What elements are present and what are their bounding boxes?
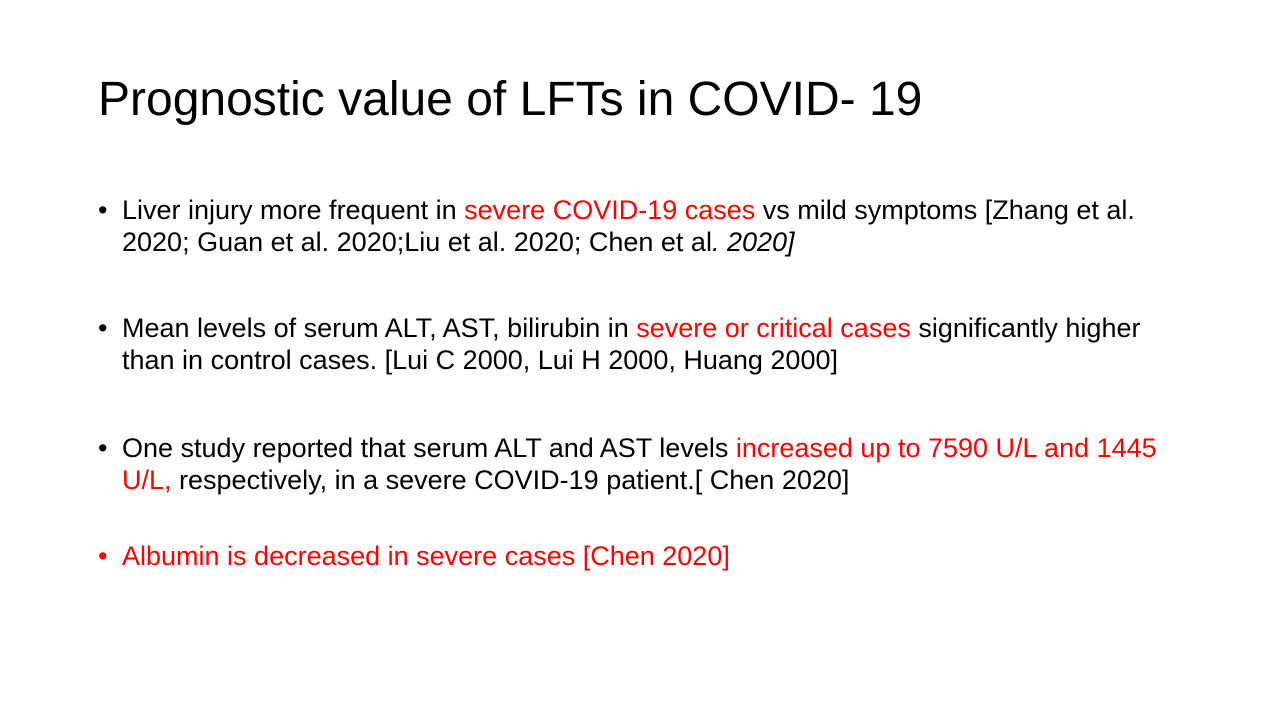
highlight-text: severe COVID-19 cases xyxy=(464,195,756,225)
bullet-text: respectively, in a severe COVID-19 patient.[ Chen 2020] xyxy=(171,465,850,495)
bullet-dot-icon: • xyxy=(98,433,108,463)
highlight-text: Albumin is decreased in severe cases [Chen 2020] xyxy=(122,541,730,571)
bullet-text: vs mild symptoms [Zhang et al. 2020; Guan et al. 2020;Liu et al. 2020; Chen et al xyxy=(122,195,1135,257)
slide-title: Prognostic value of LFTs in COVID- 19 xyxy=(98,73,923,126)
bullet-dot-icon: • xyxy=(98,541,108,571)
bullet-item-mean-levels xyxy=(98,312,1198,376)
highlight-text: severe or critical cases xyxy=(636,313,911,343)
bullet-text: significantly higher than in control cases. [Lui C 2000, Lui H 2000, Huang 2000] xyxy=(122,313,1141,375)
bullet-list xyxy=(98,194,1198,572)
bullet-item-albumin xyxy=(98,540,1198,572)
bullet-item-liver-injury xyxy=(98,194,1198,258)
bullet-text: One study reported that serum ALT and AST levels xyxy=(122,433,736,463)
bullet-item-alt-ast-study xyxy=(98,432,1198,496)
highlight-text: increased up to 7590 U/L and 1445 U/L, xyxy=(122,433,1157,495)
bullet-dot-icon: • xyxy=(98,195,108,225)
bullet-dot-icon: • xyxy=(98,313,108,343)
citation-text: . 2020] xyxy=(711,227,795,257)
bullet-text: Mean levels of serum ALT, AST, bilirubin in xyxy=(122,313,637,343)
bullet-text: Liver injury more frequent in xyxy=(122,195,465,225)
